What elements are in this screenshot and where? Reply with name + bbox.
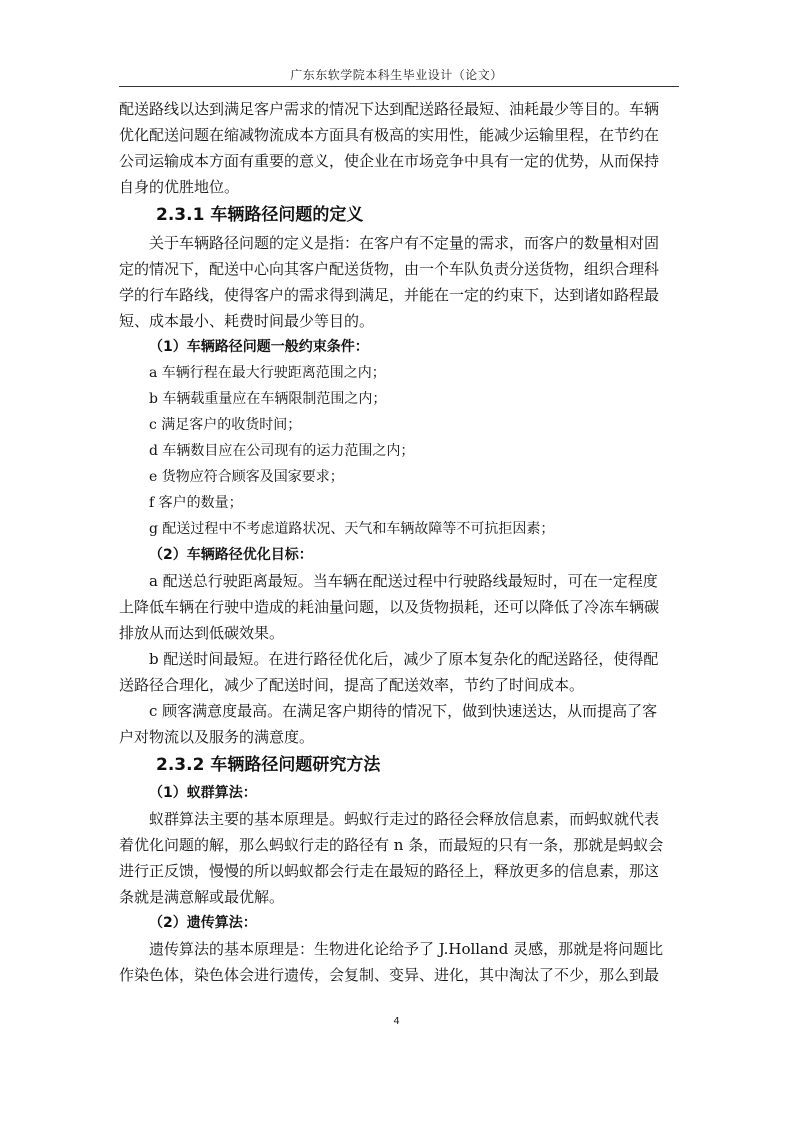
intro-line-1: 配送路线以达到满足客户需求的情况下达到配送路径最短、油耗最少等目的。车辆 — [119, 100, 660, 118]
definition-line-3: 学的行车路线，使得客户的需求得到满足，并能在一定的约束下，达到诸如路程最 — [119, 286, 660, 304]
intro-line-2: 优化配送问题在缩减物流成本方面具有极高的实用性，能减少运输里程，在节约在 — [119, 126, 660, 144]
aco-subheading: （1）蚁群算法： — [149, 785, 257, 801]
constraint-d: d 车辆数目应在公司现有的运力范围之内； — [149, 443, 415, 459]
constraints-subheading: （1）车辆路径问题一般约束条件： — [149, 339, 369, 355]
ga-line-2: 作染色体，染色体会进行遗传，会复制、变异、进化，其中淘汰了不少，那么到最 — [119, 966, 660, 984]
constraint-f: f 客户的数量； — [149, 495, 243, 511]
ga-subheading: （2）遗传算法： — [149, 915, 257, 931]
page-body — [119, 96, 679, 988]
aco-line-2: 着优化问题的解，那么蚂蚁行走的路径有 n 条，而最短的只有一条，那就是蚂蚁会 — [119, 836, 664, 854]
aco-line-1: 蚁群算法主要的基本原理是。蚂蚁行走过的路径会释放信息素，而蚂蚁就代表 — [149, 810, 660, 828]
aco-line-3: 进行正反馈，慢慢的所以蚂蚁都会行走在最短的路径上，释放更多的信息素，那这 — [119, 862, 660, 880]
goal-a-line-1: a 配送总行驶距离最短。当车辆在配送过程中行驶路线最短时，可在一定程度 — [149, 572, 658, 590]
constraint-e: e 货物应符合顾客及国家要求； — [149, 469, 344, 485]
section-heading-2-3-1: 2.3.1 车辆路径问题的定义 — [156, 205, 364, 225]
definition-line-4: 短、成本最小、耗费时间最少等目的。 — [119, 312, 375, 330]
definition-line-1: 关于车辆路径问题的定义是指：在客户有不定量的需求，而客户的数量相对固 — [149, 234, 660, 252]
goal-c-line-1: c 顾客满意度最高。在满足客户期待的情况下，做到快速送达，从而提高了客 — [149, 702, 658, 720]
goal-c-line-2: 户对物流以及服务的满意度。 — [119, 728, 315, 746]
goal-b-line-1: b 配送时间最短。在进行路径优化后，减少了原本复杂化的配送路径，使得配 — [149, 650, 659, 668]
definition-line-2: 定的情况下，配送中心向其客户配送货物，由一个车队负责分送货物，组织合理科 — [119, 260, 660, 278]
constraint-g: g 配送过程中不考虑道路状况、天气和车辆故障等不可抗拒因素； — [149, 521, 555, 537]
ga-line-1: 遗传算法的基本原理是：生物进化论给予了 J.Holland 灵感，那就是将问题比 — [149, 940, 664, 958]
header-rule — [119, 86, 679, 87]
constraint-b: b 车辆载重量应在车辆限制范围之内； — [149, 391, 387, 407]
goal-b-line-2: 送路径合理化，减少了配送时间，提高了配送效率，节约了时间成本。 — [119, 676, 585, 694]
section-heading-2-3-2: 2.3.2 车辆路径问题研究方法 — [156, 755, 381, 775]
intro-line-4: 自身的优胜地位。 — [119, 178, 240, 196]
constraint-a: a 车辆行程在最大行驶距离范围之内； — [149, 365, 386, 381]
constraint-c: c 满足客户的收货时间； — [149, 417, 302, 433]
goal-a-line-3: 排放从而达到低碳效果。 — [119, 624, 285, 642]
goal-a-line-2: 上降低车辆在行驶中造成的耗油量问题，以及货物损耗，还可以降低了冷冻车辆碳 — [119, 598, 660, 616]
intro-line-3: 公司运输成本方面有重要的意义，使企业在市场竞争中具有一定的优势，从而保持 — [119, 152, 660, 170]
page-number: 4 — [393, 1016, 400, 1027]
running-header: 广东东软学院本科生毕业设计（论文） — [290, 68, 503, 82]
goals-subheading: （2）车辆路径优化目标： — [149, 547, 313, 563]
aco-line-4: 条就是满意解或最优解。 — [119, 888, 285, 906]
